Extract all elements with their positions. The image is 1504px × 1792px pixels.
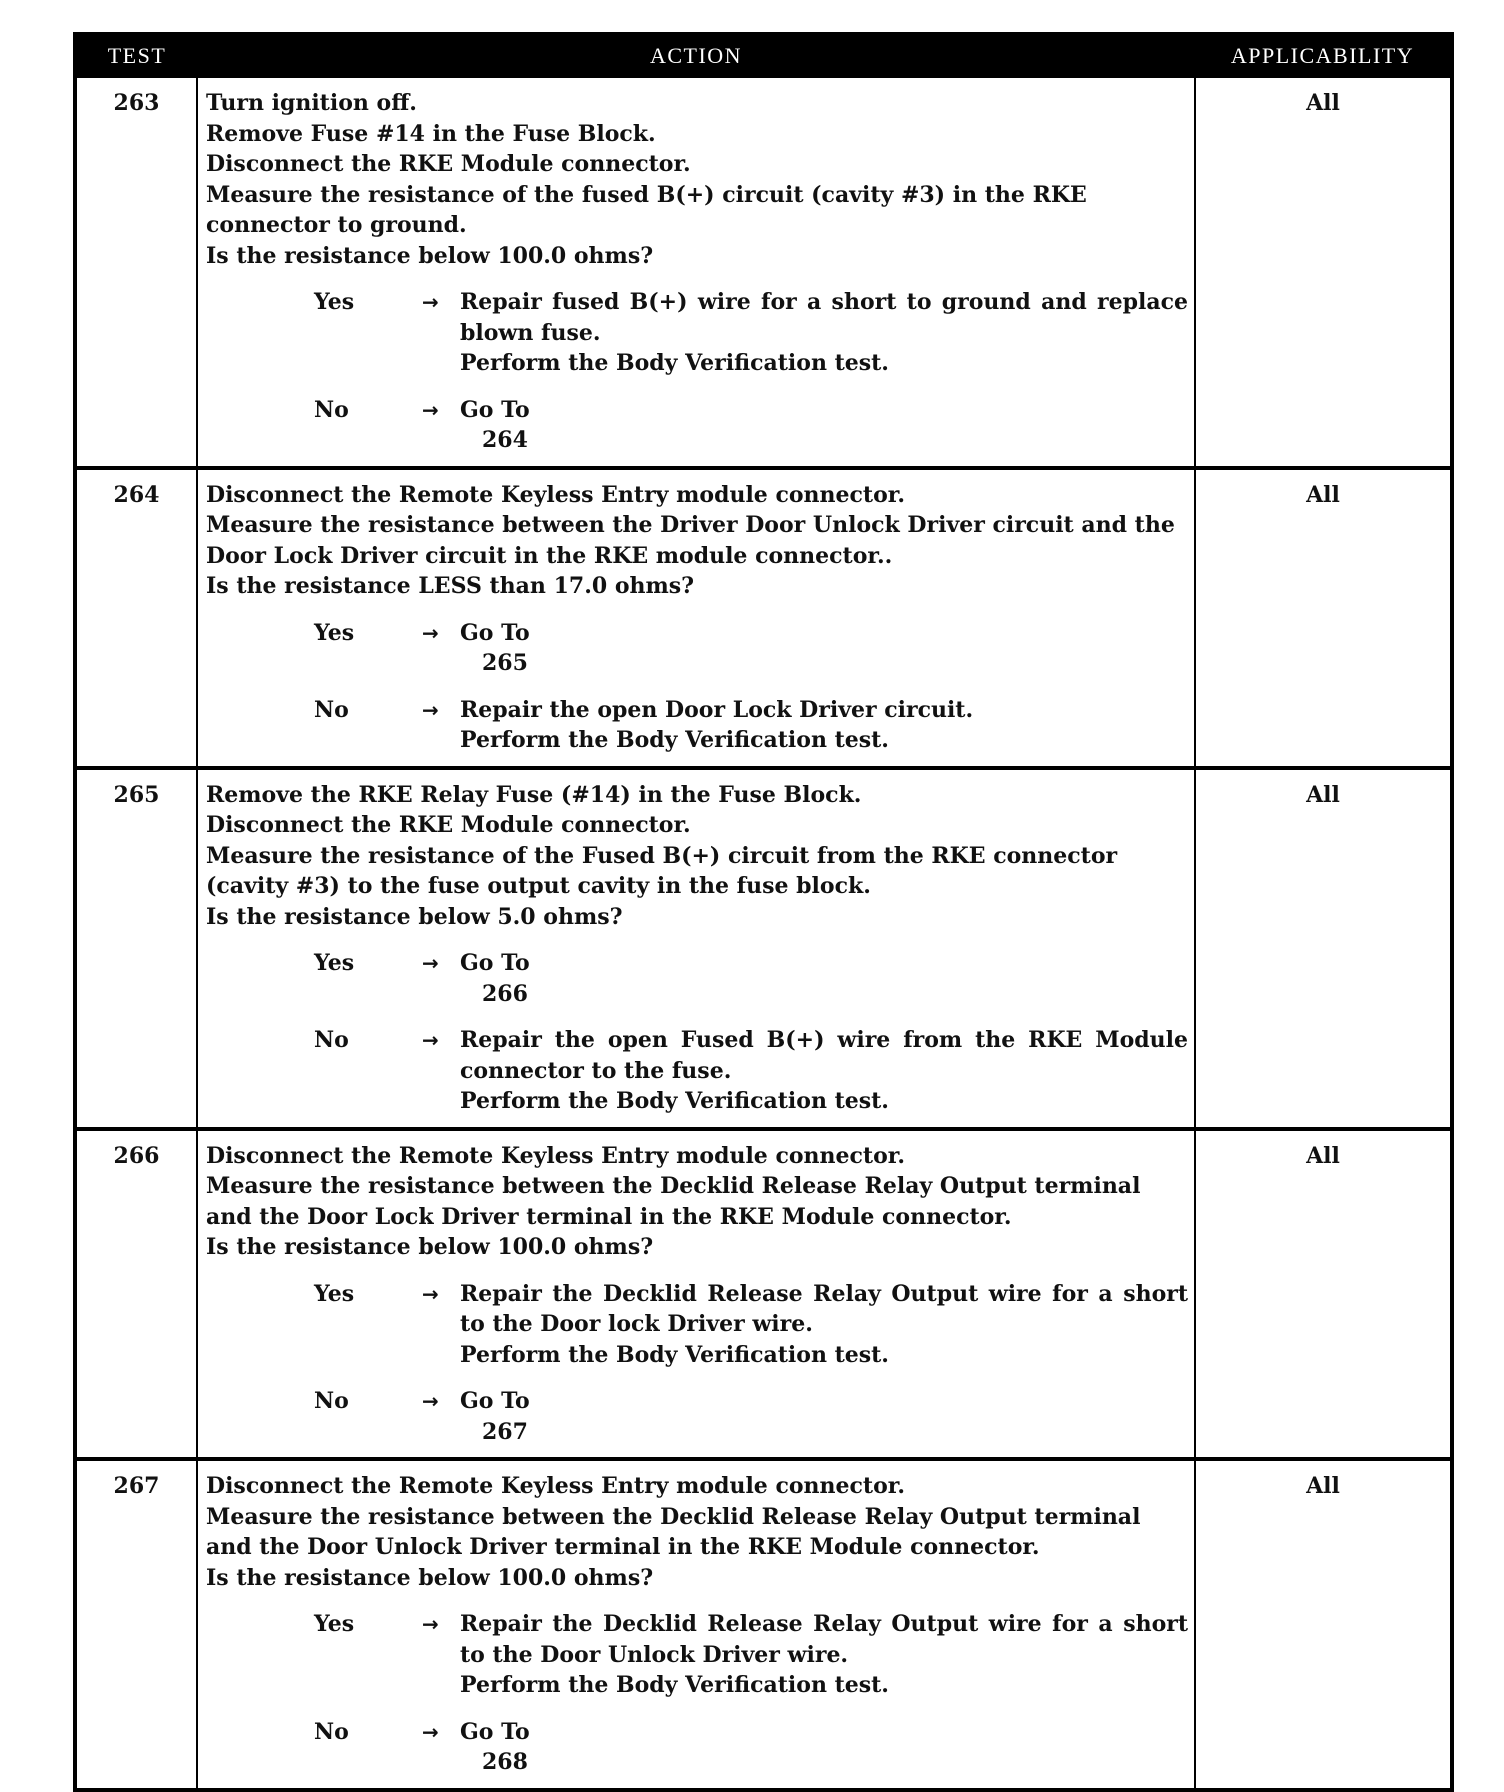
no-outcome [460, 1386, 1188, 1447]
outcome-line: Perform the Body Verification test. [460, 1088, 889, 1114]
yes-label: Yes [314, 619, 355, 646]
table-row [75, 768, 1452, 1129]
outcome-line: Repair the open Door Lock Driver circuit. [460, 696, 974, 723]
action-line: Remove Fuse #14 in the Fuse Block. [206, 120, 656, 147]
yes-branch [206, 1279, 1188, 1371]
test-number: 265 [75, 768, 197, 1129]
action-cell [197, 77, 1195, 468]
diagnostic-test-table [73, 32, 1454, 1792]
no-outcome [460, 1717, 1188, 1778]
action-line: Measure the resistance between the Decklid Release Relay Output terminal and the Door Lock Driver terminal in the RKE Module connector. [206, 1173, 1141, 1230]
arrow-icon: → [422, 951, 439, 975]
arrow-icon: → [422, 1612, 439, 1636]
arrow-icon: → [422, 1389, 439, 1413]
outcome-line: Repair the Decklid Release Relay Output wire for a short to the Door lock Driver wire. [460, 1280, 1188, 1337]
applicability-value: All [1195, 1459, 1452, 1790]
yes-label: Yes [314, 1611, 355, 1637]
action-line: Measure the resistance of the fused B(+) circuit (cavity #3) in the RKE connector to ground. [206, 181, 1087, 238]
no-outcome [460, 695, 1188, 756]
action-line: Is the resistance below 100.0 ohms? [206, 242, 654, 269]
action-cell [197, 468, 1195, 768]
yes-outcome [460, 948, 1188, 1009]
no-outcome [460, 1025, 1188, 1117]
outcome-line: Repair the Decklid Release Relay Output wire for a short to the Door Unlock Driver wire. [460, 1611, 1188, 1668]
header-test: TEST [75, 34, 197, 77]
goto-text: Go To [460, 950, 530, 976]
no-label: No [314, 396, 349, 423]
action-line: Disconnect the Remote Keyless Entry module connector. [206, 1473, 905, 1499]
yes-label: Yes [314, 950, 355, 976]
yes-branch [206, 948, 1188, 1009]
outcome-line: Perform the Body Verification test. [460, 1672, 889, 1698]
no-branch [206, 395, 1188, 456]
yes-outcome [460, 618, 1188, 679]
arrow-icon: → [422, 697, 439, 722]
arrow-icon: → [422, 397, 439, 422]
outcome-line: Repair the open Fused B(+) wire from the RKE Module connector to the fuse. [460, 1027, 1188, 1084]
action-line: Is the resistance below 100.0 ohms? [206, 1234, 654, 1260]
table-row [75, 77, 1452, 468]
arrow-icon: → [422, 1719, 439, 1744]
goto-text: Go To [460, 396, 530, 423]
yes-outcome [460, 1609, 1188, 1701]
action-line: Measure the resistance between the Decklid Release Relay Output terminal and the Door Unlock Driver terminal in the RKE Module connector. [206, 1503, 1141, 1560]
yes-label: Yes [314, 1280, 355, 1307]
arrow-icon: → [422, 620, 439, 645]
test-number: 263 [75, 77, 197, 468]
no-label: No [314, 696, 349, 723]
action-line: Turn ignition off. [206, 90, 417, 116]
table-row [75, 468, 1452, 768]
header-applicability: APPLICABILITY [1195, 34, 1452, 77]
outcome-line: Perform the Body Verification test. [460, 350, 889, 376]
applicability-value: All [1195, 77, 1452, 468]
no-outcome [460, 395, 1188, 456]
outcome-line: Perform the Body Verification test. [460, 727, 889, 753]
arrow-icon: → [422, 1028, 439, 1052]
goto-test-number: 268 [482, 1749, 528, 1775]
action-cell [197, 1129, 1195, 1460]
diagnostic-table-sheet [73, 32, 1450, 1792]
no-branch [206, 695, 1188, 756]
no-branch [206, 1386, 1188, 1447]
action-line: Measure the resistance of the Fused B(+) circuit from the RKE connector (cavity #3) to the fuse output cavity in the fuse block. [206, 842, 1118, 899]
action-line: Is the resistance LESS than 17.0 ohms? [206, 573, 695, 599]
yes-branch [206, 1609, 1188, 1701]
yes-branch [206, 618, 1188, 679]
outcome-line: Repair fused B(+) wire for a short to ground and replace blown fuse. [460, 289, 1188, 346]
goto-test-number: 264 [482, 427, 528, 453]
test-number: 266 [75, 1129, 197, 1460]
goto-text: Go To [460, 619, 530, 646]
arrow-icon: → [422, 290, 439, 314]
yes-outcome [460, 287, 1188, 379]
no-label: No [314, 1027, 349, 1053]
no-label: No [314, 1718, 349, 1745]
goto-test-number: 266 [482, 980, 528, 1007]
action-cell [197, 768, 1195, 1129]
action-line: Disconnect the RKE Module connector. [206, 812, 691, 838]
action-cell [197, 1459, 1195, 1790]
action-line: Disconnect the Remote Keyless Entry module connector. [206, 481, 905, 508]
no-branch [206, 1025, 1188, 1117]
table-body [75, 77, 1452, 1790]
yes-branch [206, 287, 1188, 379]
yes-outcome [460, 1279, 1188, 1371]
table-header-row [75, 34, 1452, 77]
action-line: Is the resistance below 100.0 ohms? [206, 1564, 654, 1591]
arrow-icon: → [422, 1281, 439, 1306]
header-action: ACTION [197, 34, 1195, 77]
test-number: 267 [75, 1459, 197, 1790]
goto-test-number: 267 [482, 1418, 528, 1445]
goto-text: Go To [460, 1388, 530, 1414]
applicability-value: All [1195, 468, 1452, 768]
no-branch [206, 1717, 1188, 1778]
table-row [75, 1459, 1452, 1790]
action-line: Measure the resistance between the Driver Door Unlock Driver circuit and the Door Lock Driver circuit in the RKE module connector.. [206, 512, 1175, 569]
applicability-value: All [1195, 768, 1452, 1129]
action-line: Remove the RKE Relay Fuse (#14) in the Fuse Block. [206, 781, 862, 808]
applicability-value: All [1195, 1129, 1452, 1460]
yes-label: Yes [314, 289, 355, 315]
test-number: 264 [75, 468, 197, 768]
no-label: No [314, 1388, 349, 1414]
goto-test-number: 265 [482, 650, 528, 676]
action-line: Disconnect the RKE Module connector. [206, 151, 691, 177]
action-line: Is the resistance below 5.0 ohms? [206, 903, 623, 930]
action-line: Disconnect the Remote Keyless Entry module connector. [206, 1142, 905, 1169]
goto-text: Go To [460, 1718, 530, 1745]
table-row [75, 1129, 1452, 1460]
outcome-line: Perform the Body Verification test. [460, 1341, 889, 1368]
